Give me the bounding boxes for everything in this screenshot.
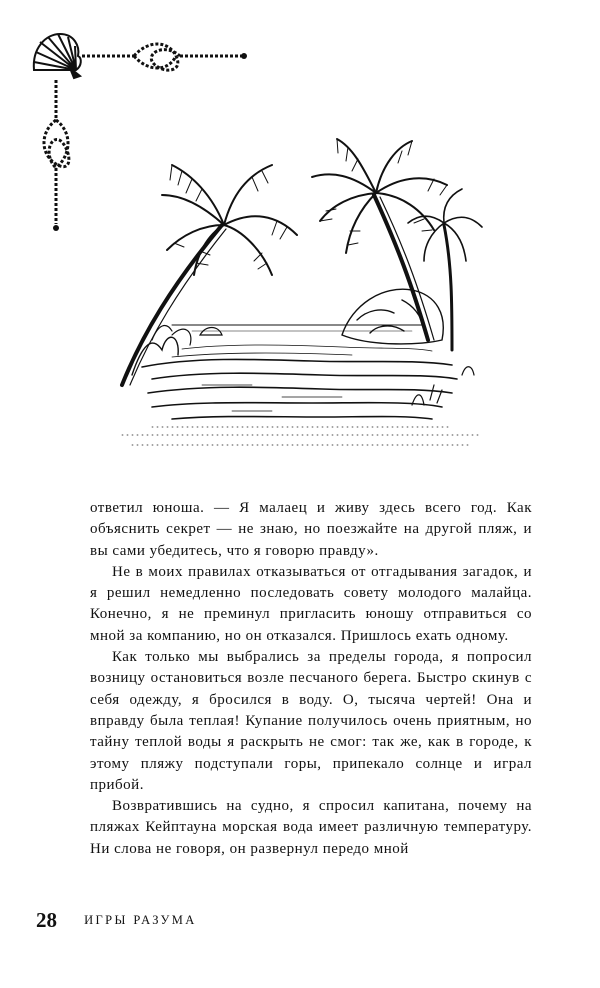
rope-horizontal xyxy=(82,44,242,70)
rope-vertical xyxy=(44,80,69,224)
paragraph: Возвратившись на судно, я спросил капитана, почему на пляжах Кейптауна морская вода имеет различную температуру. Ни слова не говоря, он развернул передо мной xyxy=(90,798,532,857)
shell-icon xyxy=(34,34,81,78)
page-footer xyxy=(36,908,197,938)
page-number: 28 xyxy=(36,908,57,932)
body-text xyxy=(90,498,532,860)
running-head: ИГРЫ РАЗУМА xyxy=(84,913,197,927)
paragraph: Как только мы выбрались за пределы города, я попросил возницу остановиться возле песчаного берега. Быстро скинув с себя одежду, я бросился в воду. О, тысяча чертей! Она и вправду была теплая! Купание получилось очень приятным, но тайну теплой воды я раскрыть не смог: так же, как в городе, к этому пляжу подступали горы, припекало солнце и играл прибой. xyxy=(90,649,532,793)
paragraph: ответил юноша. — Я малаец и живу здесь всего год. Как объяснить секрет — не знаю, но поезжайте на другой пляж, и вы сами убедитесь, что я говорю правду». xyxy=(90,500,532,559)
paragraph: Не в моих правилах отказываться от отгадывания загадок, и я решил немедленно последовать совету молодого малайца. Конечно, я не преминул пригласить юношу отправиться со мной за компанию, но он отказался. Пришлось ехать одному. xyxy=(90,563,532,644)
palm-beach-illustration xyxy=(112,135,490,455)
